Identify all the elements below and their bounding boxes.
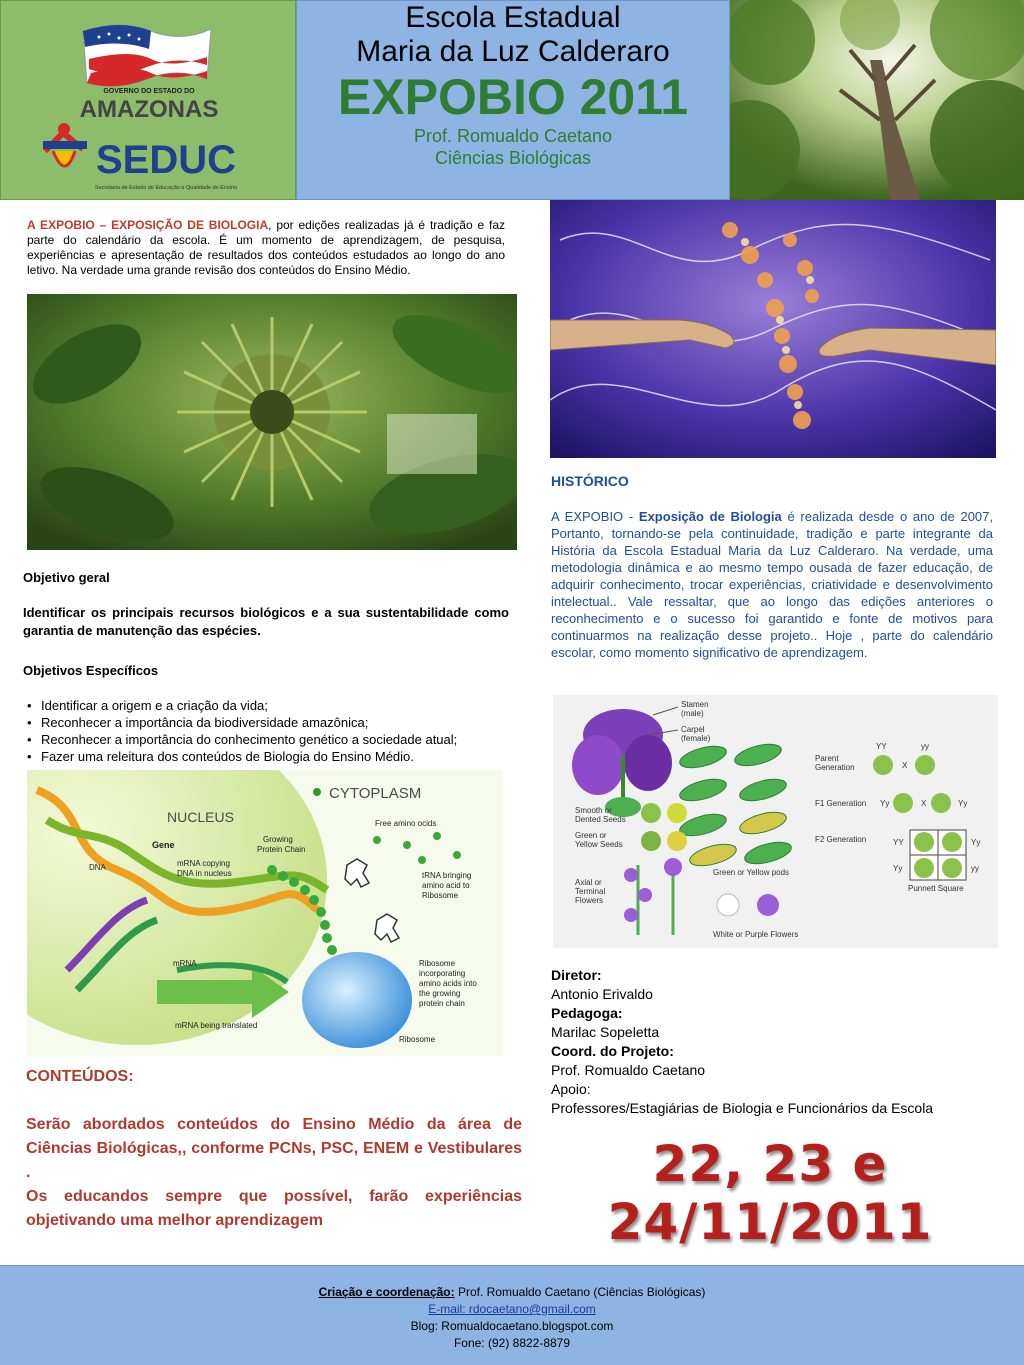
- punnett-row1-right: Yy: [971, 838, 981, 847]
- green-seeds-label: Green or: [575, 831, 607, 840]
- list-item: • Identificar a origem e a criação da vida;: [23, 697, 523, 714]
- punnett-row2-label: Yy: [893, 864, 903, 873]
- coord-name: Prof. Romualdo Caetano: [551, 1062, 706, 1078]
- seduc-wordmark: SEDUC: [95, 138, 237, 182]
- conteudos-paragraph-2: Os educandos sempre que possível, farão experiências objetivando uma melhor aprendizagem: [26, 1188, 522, 1229]
- mrna-copying-label: mRNA copying: [177, 859, 230, 868]
- white-purple-label: White or Purple Flowers: [713, 930, 799, 939]
- f1-genotype-left: Yy: [880, 799, 890, 808]
- logo-panel: [0, 0, 296, 200]
- pedagoga-label: Pedagoga:: [551, 1005, 623, 1021]
- event-date-line1: 22, 23 e: [652, 1135, 888, 1193]
- credit-text: Prof. Romualdo Caetano (Ciências Biológicas): [454, 1285, 706, 1299]
- trna-label-1: tRNA bringing: [422, 871, 472, 880]
- historico-bold: Exposição de Biologia: [638, 509, 782, 524]
- event-date: [600, 1135, 940, 1251]
- government-logos: [1, 1, 297, 201]
- diretor-label: Diretor:: [551, 967, 602, 983]
- apoio-text: Professores/Estagiárias de Biologia e Funcionários da Escola: [551, 1100, 934, 1116]
- mendel-genetics-diagram: [553, 695, 998, 948]
- phone-text: Fone: (92) 8822-8879: [453, 1336, 571, 1350]
- cross-sign: X: [902, 761, 908, 770]
- trna-label-2: amino acid to: [422, 881, 470, 890]
- historico-title: HISTÓRICO: [551, 473, 629, 489]
- objetivo-geral-text: Identificar os principais recursos biológicos e a sua sustentabilidade como garantia de manutenção das espécies.: [23, 605, 509, 638]
- objetivos-especificos-list: [23, 697, 523, 765]
- punnett-label: Punnett Square: [908, 884, 964, 893]
- conteudos-text: [26, 1113, 522, 1233]
- terminal-label: Terminal: [575, 887, 606, 896]
- list-item: • Reconhecer a importância da biodiversidade amazônica;: [23, 714, 523, 731]
- f1-cross-sign: X: [921, 799, 927, 808]
- trna-label-3: Ribosome: [422, 891, 459, 900]
- ribosome-inc-1: Ribosome: [419, 959, 456, 968]
- stamen-sub-label: (male): [681, 709, 704, 718]
- professor-name: Prof. Romualdo Caetano: [413, 126, 613, 146]
- smooth-seeds-label: Smooth or: [575, 806, 612, 815]
- amazonas-flag-logo: [83, 25, 211, 86]
- mrna-translated-label: mRNA being translated: [175, 1021, 258, 1030]
- f1-label: F1 Generation: [815, 799, 867, 808]
- axial-label: Axial or: [575, 878, 602, 887]
- historico-text: é realizada desde o ano de 2007, Portanto, tornando-se pela continuidade, tradição e parte integrante da História da Escola Estadual Maria da Luz Calderaro. Na verdade, uma metodologia dinâmica e ao mesmo tempo ousada de fazer educação, de adquirir conhecimento, trocar experiências, criatividade e desenvolvimento intelectual.. Vale ressaltar, que ao longo das edições anteriores o reconhecimento e o sucesso foi garantido e fonte de motivos para continuarmos na realização desse projeto.. Hoje , parte do calendário escolar, como momento significativo de aprendizagem.: [551, 509, 993, 660]
- dna-label: DNA: [89, 863, 106, 872]
- stamen-label: Stamen: [681, 700, 709, 709]
- intro-lead: A EXPOBIO – EXPOSIÇÃO DE BIOLOGIA: [27, 218, 269, 232]
- coord-label: Coord. do Projeto:: [551, 1043, 674, 1059]
- conteudos-title: CONTEÚDOS:: [26, 1068, 134, 1085]
- growing-label: Growing: [263, 835, 293, 844]
- list-item: • Reconhecer a importância do conhecimento genético a sociedade atual;: [23, 731, 523, 748]
- punnett-row1-label: YY: [893, 838, 904, 847]
- objetivos-especificos-title: Objetivos Específicos: [23, 663, 159, 678]
- free-amino-label: Free amino ocids: [375, 819, 437, 828]
- carpel-label: Carpel: [681, 725, 705, 734]
- flowers-label: Flowers: [575, 896, 604, 905]
- pods-label: Green or Yellow pods: [713, 868, 790, 877]
- dented-seeds-label: Dented Seeds: [575, 815, 626, 824]
- email-link[interactable]: E-mail: rdocaetano@gmail.com: [428, 1302, 596, 1316]
- footer: [0, 1265, 1024, 1365]
- gov-small-text: GOVERNO DO ESTADO DO: [103, 88, 195, 95]
- generation-label: Generation: [815, 763, 855, 772]
- carpel-sub-label: (female): [681, 734, 711, 743]
- apoio-label: Apoio:: [551, 1081, 591, 1097]
- creation-hands-dna-art: [550, 200, 996, 458]
- cytoplasm-label: CYTOPLASM: [329, 785, 422, 802]
- intro-text: , por edições realizadas já é tradição e faz parte do calendário da escola. É um momento de aprendizagem, de pesquisa, experiências e apresentação de resultados dos conteúdos estudados ao longo do ano letivo. Na verdade uma grande revisão dos conteúdos do Ensino Médio.: [27, 218, 505, 277]
- punnett-row2-right: yy: [971, 864, 979, 873]
- pedagoga-name: Marilac Sopeletta: [551, 1024, 660, 1040]
- event-date-line2: 24/11/2011: [607, 1193, 933, 1251]
- credit-label: Criação e coordenação:: [318, 1285, 455, 1299]
- amazonas-wordmark: AMAZONAS: [79, 96, 219, 123]
- spiky-fruit-photo: [27, 294, 517, 550]
- list-item: • Fazer uma releitura dos conteúdos de Biologia do Ensino Médio.: [23, 748, 523, 765]
- seduc-subtitle: Secretaria de Estado de Educação e Qualidade do Ensino: [94, 185, 238, 191]
- intro-paragraph: [27, 218, 505, 278]
- historico-paragraph: [551, 508, 993, 661]
- header-title-panel: [296, 0, 730, 200]
- parent-yy-dominant: YY: [876, 742, 887, 751]
- discipline-name: Ciências Biológicas: [434, 148, 592, 168]
- yellow-seeds-label: Yellow Seeds: [575, 840, 623, 849]
- f2-label: F2 Generation: [815, 835, 867, 844]
- blog-text: Blog: Romualdocaetano.blogspot.com: [410, 1319, 614, 1333]
- school-name-line2: Maria da Luz Calderaro: [356, 35, 670, 68]
- objetivo-geral-title: Objetivo geral: [23, 570, 110, 585]
- ribosome-inc-5: protein chain: [419, 999, 465, 1008]
- ribosome-icon: [302, 952, 412, 1048]
- punnett-square: [910, 830, 966, 880]
- ribosome-label: Ribosome: [399, 1035, 436, 1044]
- mrna-label: mRNA: [173, 959, 197, 968]
- ribosome-inc-4: the growing: [419, 989, 461, 998]
- conteudos-paragraph-1: Serão abordados conteúdos do Ensino Médio da área de Ciências Biológicas,, conforme PCNs, PSC, ENEM e Vestibulares .: [26, 1116, 522, 1181]
- historico-lead: A EXPOBIO -: [551, 509, 639, 524]
- tree-canopy-photo: [730, 0, 1024, 200]
- event-title: EXPOBIO 2011: [337, 69, 689, 125]
- seduc-logo: [43, 123, 87, 166]
- gene-label: Gene: [152, 840, 175, 850]
- protein-chain-label: Protein Chain: [257, 845, 306, 854]
- f1-genotype-right: Yy: [958, 799, 968, 808]
- nucleus-label: NUCLEUS: [167, 809, 234, 825]
- parent-yy-recessive: yy: [921, 742, 929, 751]
- diretor-name: Antonio Erivaldo: [551, 986, 653, 1002]
- staff-credits: [551, 966, 1001, 1118]
- protein-synthesis-diagram: [27, 770, 503, 1056]
- ribosome-inc-2: incorporating: [419, 969, 466, 978]
- school-name-line1: Escola Estadual: [405, 1, 621, 34]
- dna-in-nucleus-label: DNA in nucleus: [177, 869, 232, 878]
- parent-label: Parent: [815, 754, 839, 763]
- ribosome-inc-3: amino acids into: [419, 979, 477, 988]
